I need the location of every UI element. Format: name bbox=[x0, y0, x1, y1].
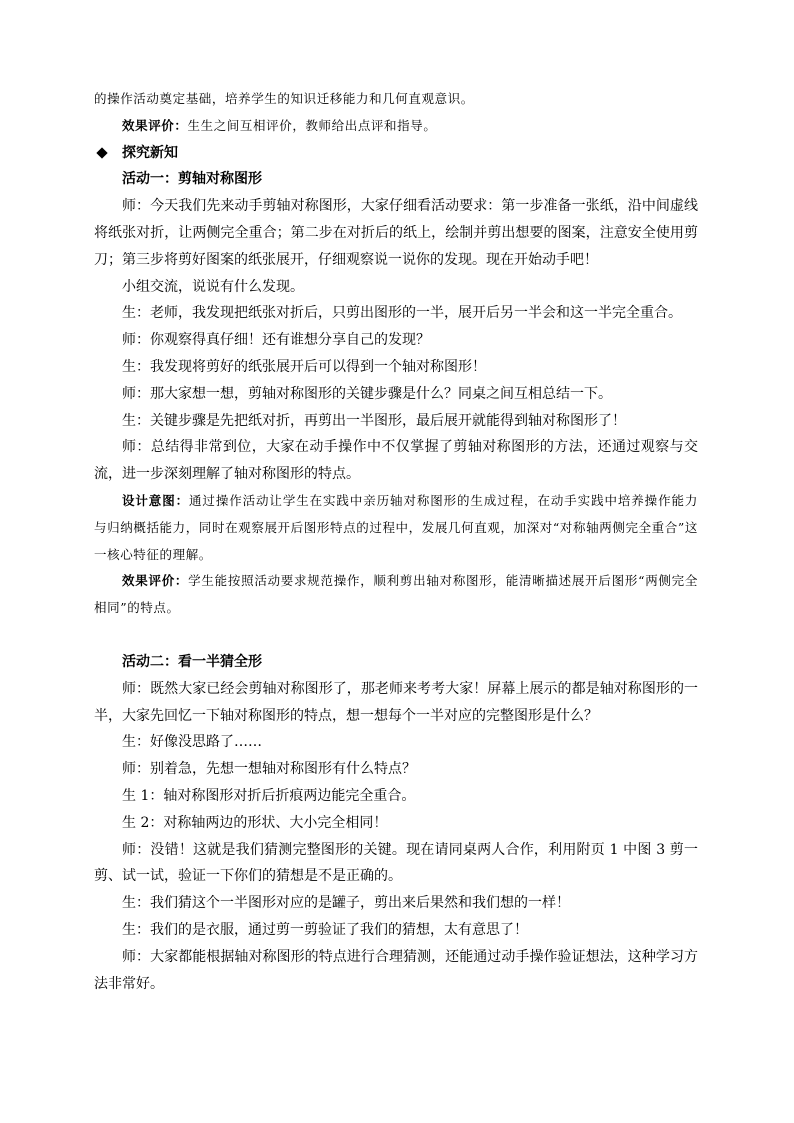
activity-two-title: 活动二：看一半猜全形 bbox=[122, 653, 262, 670]
evaluation-text: 学生能按照活动要求规范操作，顺利剪出轴对称图形，能清晰描述展开后图形“两侧完全相同”的特点。 bbox=[94, 573, 698, 616]
document-page bbox=[94, 86, 698, 997]
design-intent bbox=[94, 488, 698, 568]
design-intent-label: 设计意图： bbox=[122, 492, 190, 508]
paragraph: 师：今天我们先来动手剪轴对称图形，大家仔细看活动要求：第一步准备一张纸，沿中间虚线将纸张对折，让两侧完全重合；第二步在对折后的纸上，绘制并剪出想要的图案，注意安全使用剪刀；第三步将剪好图案的纸张展开，仔细观察说一说你的发现。现在开始动手吧！ bbox=[94, 198, 698, 268]
paragraph: 生：老师，我发现把纸张对折后，只剪出图形的一半，展开后另一半会和这一半完全重合。 bbox=[122, 305, 682, 322]
design-intent-text: 通过操作活动让学生在实践中亲历轴对称图形的生成过程，在动手实践中培养操作能力与归纳概括能力，同时在观察展开后图形特点的过程中，发展几何直观，加深对“对称轴两侧完全重合”这一核心特征的理解。 bbox=[94, 492, 698, 562]
paragraph: 生：我们的是衣服，通过剪一剪验证了我们的猜想，太有意思了！ bbox=[122, 921, 528, 938]
paragraph: 师：那大家想一想，剪轴对称图形的关键步骤是什么？同桌之间互相总结一下。 bbox=[122, 385, 612, 402]
activity-one-evaluation bbox=[94, 568, 698, 622]
paragraph: 生：我发现将剪好的纸张展开后可以得到一个轴对称图形！ bbox=[122, 358, 486, 375]
paragraph: 生：好像没思路了…… bbox=[122, 734, 262, 751]
paragraph: 生：我们猜这个一半图形对应的是罐子，剪出来后果然和我们想的一样！ bbox=[122, 895, 570, 912]
section-title: 探究新知 bbox=[122, 144, 178, 161]
spacer bbox=[94, 622, 698, 649]
paragraph: 师：别着急，先想一想轴对称图形有什么特点？ bbox=[122, 761, 416, 778]
paragraph: 师：总结得非常到位，大家在动手操作中不仅掌握了剪轴对称图形的方法，还通过观察与交流，进一步深刻理解了轴对称图形的特点。 bbox=[94, 439, 698, 483]
paragraph: 小组交流，说说有什么发现。 bbox=[122, 278, 304, 295]
evaluation-label: 效果评价： bbox=[122, 117, 188, 133]
evaluation-text: 生生之间互相评价，教师给出点评和指导。 bbox=[187, 117, 437, 133]
paragraph: 生 1：轴对称图形对折后折痕两边能完全重合。 bbox=[122, 787, 416, 804]
section-heading bbox=[94, 140, 698, 167]
paragraph: 师：没错！这就是我们猜测完整图形的关键。现在请同桌两人合作，利用附页 1 中图 3 剪一剪、试一试，验证一下你们的猜想是不是正确的。 bbox=[94, 841, 698, 885]
evaluation-label: 效果评价： bbox=[122, 573, 189, 589]
paragraph: 师：大家都能根据轴对称图形的特点进行合理猜测，还能通过动手操作验证想法，这种学习方法非常好。 bbox=[94, 948, 698, 992]
activity-one-title: 活动一：剪轴对称图形 bbox=[122, 171, 262, 188]
paragraph: 师：既然大家已经会剪轴对称图形了，那老师来考考大家！屏幕上展示的都是轴对称图形的一半，大家先回忆一下轴对称图形的特点，想一想每个一半对应的完整图形是什么？ bbox=[94, 680, 698, 724]
intro-line: 的操作活动奠定基础，培养学生的知识迁移能力和几何直观意识。 bbox=[94, 91, 474, 106]
diamond-bullet-icon bbox=[96, 147, 107, 158]
paragraph: 师：你观察得真仔细！还有谁想分享自己的发现？ bbox=[122, 332, 430, 349]
paragraph: 生：关键步骤是先把纸对折，再剪出一半图形，最后展开就能得到轴对称图形了！ bbox=[122, 412, 626, 429]
intro-evaluation bbox=[94, 113, 698, 140]
paragraph: 生 2：对称轴两边的形状、大小完全相同！ bbox=[122, 814, 388, 831]
